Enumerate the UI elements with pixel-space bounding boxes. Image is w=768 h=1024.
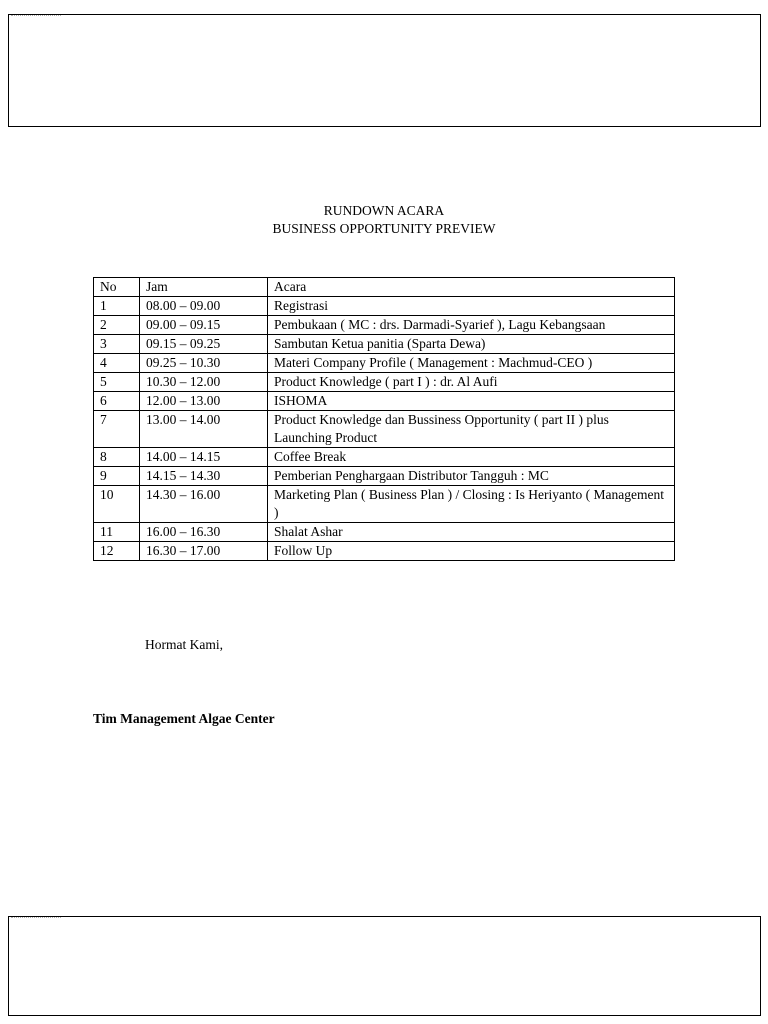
document-subtitle: BUSINESS OPPORTUNITY PREVIEW xyxy=(272,221,496,236)
table-row xyxy=(94,467,675,486)
table-row xyxy=(94,523,675,542)
header-acara: Acara xyxy=(268,278,675,297)
cell-no: 6 xyxy=(94,392,140,411)
cell-jam: 16.30 – 17.00 xyxy=(140,542,268,561)
cell-no: 3 xyxy=(94,335,140,354)
cell-acara: Sambutan Ketua panitia (Sparta Dewa) xyxy=(268,335,675,354)
cell-acara: Shalat Ashar xyxy=(268,523,675,542)
closing-text: Hormat Kami, xyxy=(145,637,223,652)
cell-acara: Pembukaan ( MC : drs. Darmadi-Syarief ), Lagu Kebangsaan xyxy=(268,316,675,335)
cell-no: 1 xyxy=(94,297,140,316)
cell-acara: Product Knowledge dan Bussiness Opportunity ( part II ) plus Launching Product xyxy=(268,411,675,448)
cell-jam: 14.15 – 14.30 xyxy=(140,467,268,486)
cell-jam: 12.00 – 13.00 xyxy=(140,392,268,411)
cell-acara: Product Knowledge ( part I ) : dr. Al Aufi xyxy=(268,373,675,392)
cell-no: 10 xyxy=(94,486,140,523)
cell-no: 12 xyxy=(94,542,140,561)
table-row xyxy=(94,542,675,561)
cell-jam: 16.00 – 16.30 xyxy=(140,523,268,542)
cell-no: 7 xyxy=(94,411,140,448)
cell-jam: 14.30 – 16.00 xyxy=(140,486,268,523)
signature: Tim Management Algae Center xyxy=(93,711,275,726)
document-title: RUNDOWN ACARA xyxy=(323,203,445,218)
table-row xyxy=(94,373,675,392)
rundown-table xyxy=(93,277,675,561)
cell-jam: 09.00 – 09.15 xyxy=(140,316,268,335)
header-jam: Jam xyxy=(140,278,268,297)
cell-jam: 13.00 – 14.00 xyxy=(140,411,268,448)
cell-acara: Materi Company Profile ( Management : Machmud-CEO ) xyxy=(268,354,675,373)
cell-jam: 14.00 – 14.15 xyxy=(140,448,268,467)
table-row xyxy=(94,316,675,335)
cell-no: 8 xyxy=(94,448,140,467)
table-row xyxy=(94,486,675,523)
cell-acara: ISHOMA xyxy=(268,392,675,411)
table-row xyxy=(94,411,675,448)
ad-marker xyxy=(11,15,61,16)
table-row xyxy=(94,297,675,316)
cell-jam: 10.30 – 12.00 xyxy=(140,373,268,392)
cell-no: 11 xyxy=(94,523,140,542)
cell-acara: Follow Up xyxy=(268,542,675,561)
cell-acara: Coffee Break xyxy=(268,448,675,467)
cell-no: 2 xyxy=(94,316,140,335)
cell-acara: Registrasi xyxy=(268,297,675,316)
cell-acara: Pemberian Penghargaan Distributor Tangguh : MC xyxy=(268,467,675,486)
cell-acara: Marketing Plan ( Business Plan ) / Closing : Is Heriyanto ( Management ) xyxy=(268,486,675,523)
cell-jam: 09.25 – 10.30 xyxy=(140,354,268,373)
table-row xyxy=(94,448,675,467)
cell-no: 5 xyxy=(94,373,140,392)
table-row xyxy=(94,392,675,411)
cell-no: 4 xyxy=(94,354,140,373)
bottom-ad-frame xyxy=(8,916,761,1016)
ad-marker xyxy=(11,917,61,918)
top-ad-frame xyxy=(8,14,761,127)
table-header-row xyxy=(94,278,675,297)
cell-jam: 08.00 – 09.00 xyxy=(140,297,268,316)
cell-no: 9 xyxy=(94,467,140,486)
cell-jam: 09.15 – 09.25 xyxy=(140,335,268,354)
header-no: No xyxy=(94,278,140,297)
table-row xyxy=(94,335,675,354)
table-row xyxy=(94,354,675,373)
